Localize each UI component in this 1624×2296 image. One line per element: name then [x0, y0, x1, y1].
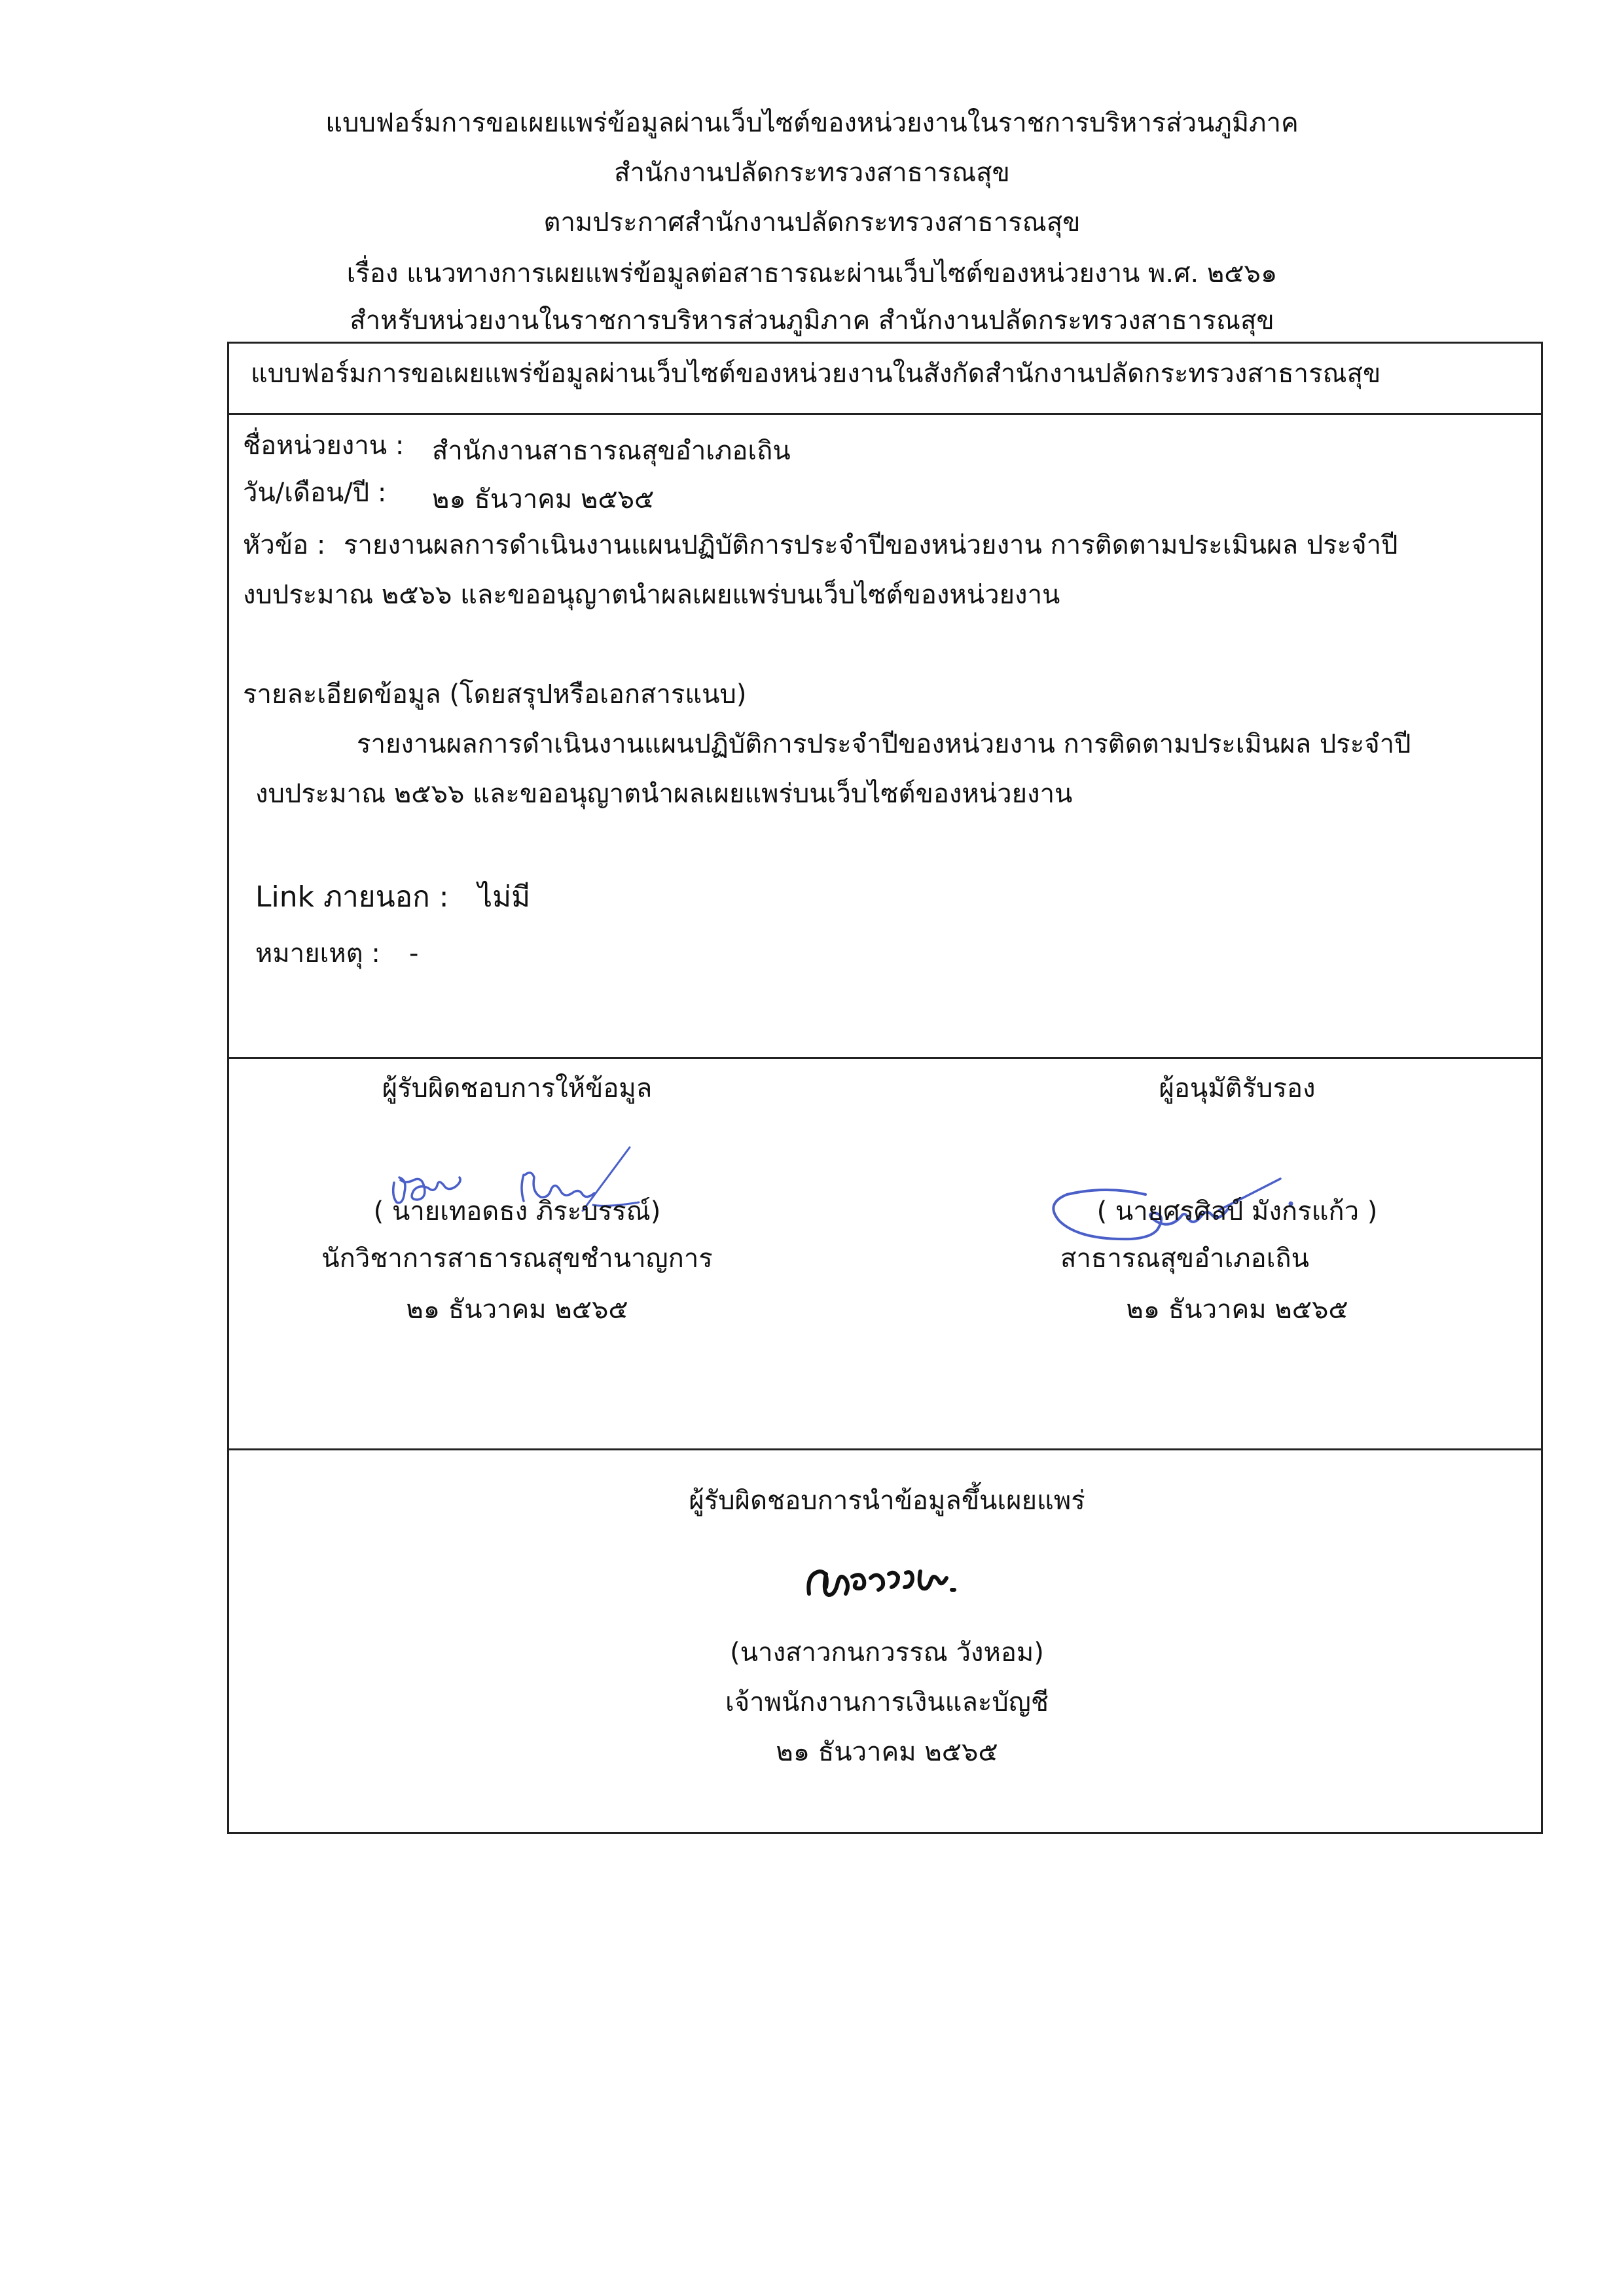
header-line-5: สำหรับหน่วยงานในราชการบริหารส่วนภูมิภาค สำนักงานปลัดกระทรวงสาธารณสุข	[350, 306, 1274, 336]
right-signer-position: สาธารณสุขอำเภอเถิน	[1060, 1244, 1309, 1274]
subject-line-2: งบประมาณ ๒๕๖๖ และขออนุญาตนำผลเผยแพร่บนเว็บไซต์ของหน่วยงาน	[243, 580, 1060, 610]
link-label: Link ภายนอก :	[255, 880, 449, 914]
left-signer-position: นักวิชาการสาธารณสุขชำนาญการ	[321, 1244, 713, 1274]
header-line-2: สำนักงานปลัดกระทรวงสาธารณสุข	[614, 158, 1010, 188]
left-signer-date: ๒๑ ธันวาคม ๒๕๖๕	[406, 1295, 628, 1325]
details-label: รายละเอียดข้อมูล (โดยสรุปหรือเอกสารแนบ)	[243, 679, 747, 709]
header-line-4: เรื่อง แนวทางการเผยแพร่ข้อมูลต่อสาธารณะผ่านเว็บไซต์ของหน่วยงาน พ.ศ. ๒๕๖๑	[346, 259, 1278, 289]
divider	[229, 1057, 1541, 1059]
subject-line-1: รายงานผลการดำเนินงานแผนปฏิบัติการประจำปีของหน่วยงาน การติดตามประเมินผล ประจำปี	[344, 530, 1398, 560]
divider	[229, 1448, 1541, 1450]
form-title: แบบฟอร์มการขอเผยแพร่ข้อมูลผ่านเว็บไซต์ของหน่วยงานในสังกัดสำนักงานปลัดกระทรวงสาธารณสุข	[251, 359, 1381, 389]
publisher-position: เจ้าพนักงานการเงินและบัญชี	[725, 1687, 1049, 1717]
publisher-handwritten-signature	[800, 1548, 977, 1607]
agency-value: สำนักงานสาธารณสุขอำเภอเถิน	[432, 436, 791, 466]
date-value: ๒๑ ธันวาคม ๒๕๖๕	[432, 484, 655, 514]
details-line-2: งบประมาณ ๒๕๖๖ และขออนุญาตนำผลเผยแพร่บนเว็บไซต์ของหน่วยงาน	[255, 779, 1073, 809]
link-value: ไม่มี	[478, 880, 531, 914]
publisher-name: (นางสาวกนกวรรณ วังหอม)	[730, 1638, 1044, 1668]
remark-value: -	[409, 939, 419, 969]
details-line-1: รายงานผลการดำเนินงานแผนปฏิบัติการประจำปีของหน่วยงาน การติดตามประเมินผล ประจำปี	[357, 729, 1411, 759]
publisher-date: ๒๑ ธันวาคม ๒๕๖๕	[776, 1737, 998, 1767]
divider	[229, 413, 1541, 415]
date-label: วัน/เดือน/ปี :	[243, 478, 387, 508]
publisher-heading: ผู้รับผิดชอบการนำข้อมูลขึ้นเผยแพร่	[689, 1486, 1085, 1516]
remark-label: หมายเหตุ :	[255, 939, 380, 969]
subject-label: หัวข้อ :	[243, 530, 326, 560]
left-signer-name: ( นายเทอดธง ภิระบรรณ์)	[373, 1196, 661, 1227]
header-line-1: แบบฟอร์มการขอเผยแพร่ข้อมูลผ่านเว็บไซต์ของหน่วยงานในราชการบริหารส่วนภูมิภาค	[325, 108, 1299, 138]
agency-label: ชื่อหน่วยงาน :	[243, 431, 405, 461]
left-signer-heading: ผู้รับผิดชอบการให้ข้อมูล	[382, 1073, 653, 1103]
right-signer-heading: ผู้อนุมัติรับรอง	[1159, 1073, 1316, 1103]
right-signer-date: ๒๑ ธันวาคม ๒๕๖๕	[1126, 1295, 1348, 1325]
right-signer-name: ( นายศรศิลป์ มังกรแก้ว )	[1096, 1196, 1378, 1227]
form-table	[227, 342, 1543, 1834]
header-line-3: ตามประกาศสำนักงานปลัดกระทรวงสาธารณสุข	[543, 207, 1081, 238]
